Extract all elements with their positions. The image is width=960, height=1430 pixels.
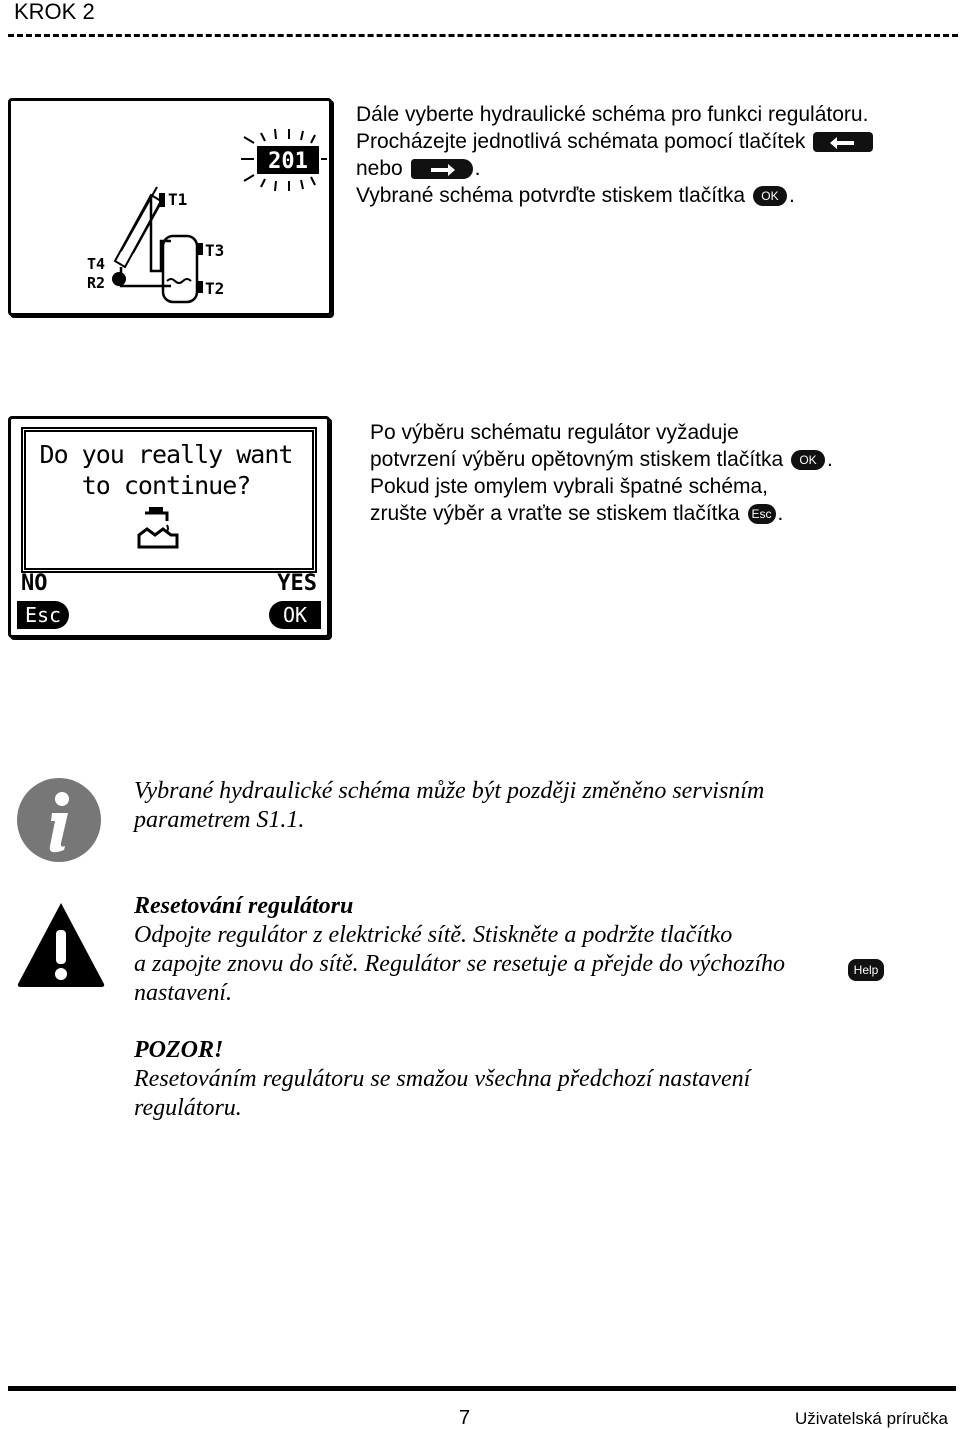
lcd-question-line2: to continue? [81,471,251,500]
section1-line3 [356,155,875,182]
section2-line2 [370,446,833,473]
arrow-left-icon [828,136,858,150]
sensor-t2-mark [197,281,203,293]
section1-line1: Dále vyberte hydraulické schéma pro funkci regulátoru. [356,103,869,126]
dashed-separator [8,34,958,37]
section1-line4-dot: . [788,184,795,207]
left-arrow-key [813,132,873,152]
info-note-line2: parametrem S1.1. [134,807,305,833]
section1-line3-dot: . [474,157,481,180]
sensor-t1-mark [159,193,165,207]
lcd-question-line1: Do you really want [39,440,293,469]
help-key: Help [848,959,884,981]
section1-line2-text: Procházejte jednotlivá schémata pomocí tlačítek [356,130,806,153]
lcd-esc-softkey: Esc [17,601,69,629]
section2-line2-text: potvrzení výběru opětovným stiskem tlačítka [370,448,784,471]
info-note-text [134,777,764,835]
section2-line4-dot: . [777,502,784,525]
pump-icon [112,272,126,286]
relay-r2-label: R2 [87,274,106,292]
section2-text [370,419,833,527]
storage-tank-icon [163,236,197,302]
sensor-t2-label: T2 [205,279,225,298]
section2-line2-dot: . [827,448,833,471]
caution-title: POZOR! [134,1037,224,1063]
lcd-scheme-screen [8,98,332,316]
caution-line1: Resetováním regulátoru se smažou všechna předchozí nastavení [134,1066,751,1092]
heat-exchanger-coil [167,279,191,283]
lcd-question [25,439,307,501]
warning-line1: Odpojte regulátor z elektrické sítě. Stiskněte a podržte tlačítko [134,922,733,948]
manual-title: Uživatelská príručka [794,1409,948,1428]
lcd-confirm-screen [8,416,330,638]
warning-line2: a zapojte znovu do sítě. Regulátor se resetuje a přejde do výchozího [134,951,785,977]
ok-key: OK [753,186,787,206]
lcd-ok-softkey: OK [269,601,321,629]
right-arrow-key [411,159,473,179]
sensor-t3-label: T3 [205,241,225,260]
section1-line4-text: Vybrané schéma potvrďte stiskem tlačítka [356,184,746,207]
sensor-t1-label: T1 [168,190,188,209]
warning-line3: nastavení. [134,980,232,1006]
section2-line4-text: zrušte výběr a vraťte se stiskem tlačítka [370,502,740,525]
lcd-yes-label: YES [277,571,317,596]
section2-line1: Po výběru schématu regulátor vyžaduje [370,421,739,444]
footer-rule [8,1386,956,1391]
caution-line2: regulátoru. [134,1095,242,1121]
sensor-t4-label: T4 [87,255,106,273]
caution-text [134,1036,750,1123]
lcd-no-label: NO [21,571,48,596]
section2-line3: Pokud jste omylem vybrali špatné schéma, [370,475,769,498]
section1-text [356,101,875,209]
section2-line4 [370,500,833,527]
page-number: 7 [459,1407,471,1429]
ok-key: OK [791,450,825,470]
warning-text [134,892,785,1008]
info-icon [16,777,102,863]
section1-line2 [356,128,875,155]
hydraulic-scheme-diagram [11,101,329,313]
section1-line3-text: nebo [356,157,403,180]
warning-icon [16,900,106,988]
screen-number: 201 [268,149,308,174]
esc-key: Esc [748,504,776,524]
info-note-line1: Vybrané hydraulické schéma může být později změněno servisním [134,778,765,804]
step-title: KROK 2 [14,0,95,24]
warning-title: Resetování regulátoru [134,893,354,919]
solar-collector-icon [115,187,163,267]
arrow-right-icon [427,163,457,177]
tap-restart-icon [133,503,185,553]
section1-line4 [356,182,875,209]
sensor-t3-mark [197,243,203,255]
